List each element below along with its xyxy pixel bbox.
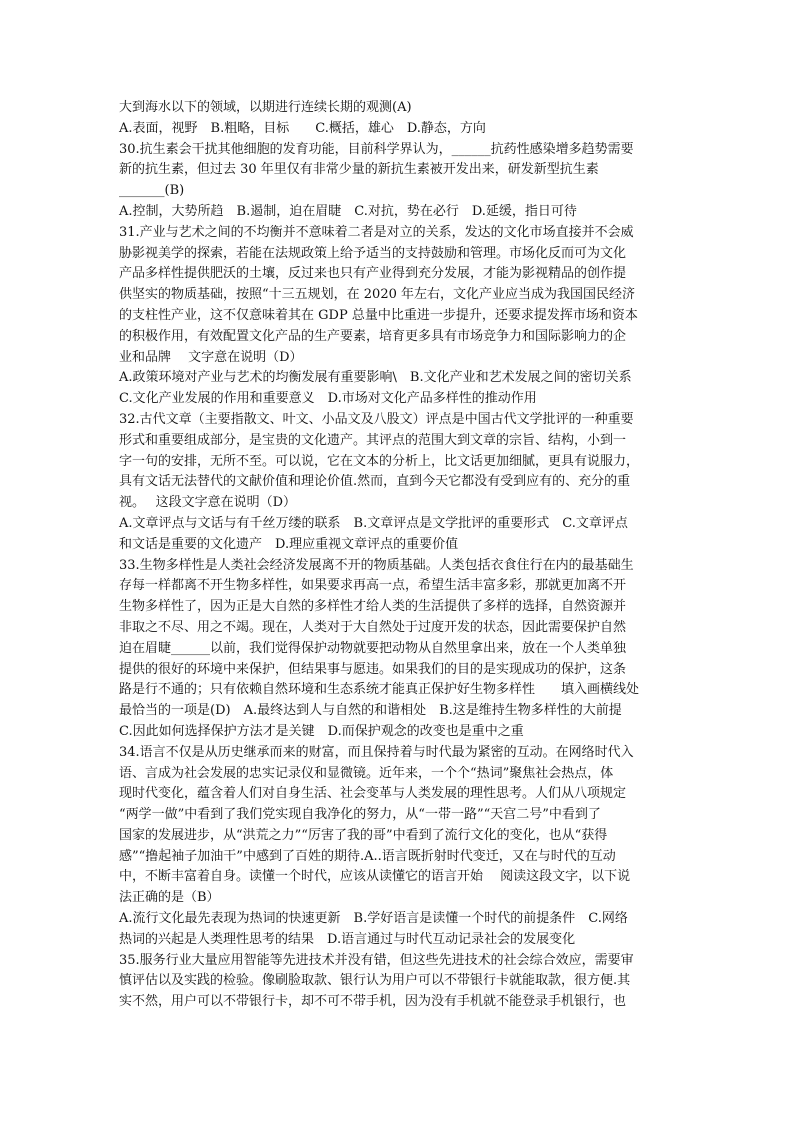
text-line: 热词的兴起是人类理性思考的结果 D.语言通过与时代互动记录社会的发展变化: [119, 931, 576, 947]
text-line: 视。 这段文字意在说明（D）: [119, 495, 297, 511]
text-line: 产品多样性提供肥沃的土壤，反过来也只有产业得到充分发展，才能为影视精品的创作提: [119, 266, 627, 282]
text-line: A.流行文化最先表现为热词的快速更新 B.学好语言是读懂一个时代的前提条件 C.网络: [119, 911, 628, 927]
text-line: 存每一样都离不开生物多样性，如果要求再高一点，希望生活丰富多彩，那就更加离不开: [119, 578, 627, 594]
text-line: 和文话是重要的文化遗产 D.理应重视文章评点的重要价值: [119, 536, 459, 552]
text-line: 32.古代文章（主要指散文、叶文、小品文及八股文）评点是中国古代文学批评的一种重要: [119, 411, 634, 427]
text-line: A.政策环境对产业与艺术的均衡发展有重要影响\ B.文化产业和艺术发展之间的密切关系: [119, 370, 632, 386]
text-line: 的积极作用，有效配置文化产品的生产要素，培育更多具有市场竞争力和国际影响力的企: [119, 328, 627, 344]
text-line: 字一句的安排，无所不至。可以说，它在文本的分析上，比文话更加细腻，更具有说服力，: [119, 453, 640, 469]
text-line: 业和品牌 文字意在说明（D）: [119, 349, 303, 365]
text-line: 感”“撸起袖子加油干”中感到了百姓的期待.A..语言既折射时代变迁，又在与时代的互动: [119, 848, 616, 864]
text-line: _______(B): [119, 183, 185, 199]
text-line: 33.生物多样性是人类社会经济发展离不开的物质基础。人类包括衣食住行在内的最基础生: [119, 557, 634, 573]
text-line: 法正确的是（B）: [119, 890, 220, 906]
text-line: 30.抗生素会干扰其他细胞的发育功能，目前科学界认为，______抗药性感染增多趋势需要: [119, 141, 634, 157]
text-line: 大到海水以下的领域，以期进行连续长期的观测(A): [119, 100, 412, 115]
text-line: 的支柱性产业，这不仅意味着其在 GDP 总量中比重进一步提升，还要求提发挥市场和资本: [119, 307, 638, 323]
text-line: 35.服务行业大量应用智能等先进技术并没有错，但这些先进技术的社会综合效应，需要审: [119, 952, 634, 968]
text-line: C.因此如何选择保护方法才是关键 D.而保护观念的改变也是重中之重: [119, 723, 524, 739]
text-line: 路是行不通的；只有依赖自然环境和生态系统才能真正保护好生物多样性 填入画横线处: [119, 682, 640, 698]
text-line: 供坚实的物质基础，按照“十三五规划，在 2020 年左右，文化产业应当成为我国国民经济: [119, 287, 635, 303]
text-line: 非取之不尽、用之不竭。现在，人类对于大自然处于过度开发的状态，因此需要保护自然: [119, 619, 627, 635]
text-line: 具有文话无法替代的文献价值和理论价值.然而，直到今天它都没有受到应有的、充分的重: [119, 474, 631, 490]
text-line: 形式和重要组成部分，是宝贵的文化遗产。其评点的范围大到文章的宗旨、结构，小到一: [119, 432, 627, 448]
text-line: “两学一做”中看到了我们党实现自我净化的努力，从“一带一路”“天宫二号”中看到了: [119, 807, 601, 823]
text-line: 迫在眉睫______以前，我们觉得保护动物就要把动物从自然里拿出来，放在一个人类单独: [119, 640, 627, 656]
text-line: 生物多样性了，因为正是大自然的多样性才给人类的生活提供了多样的选择，自然资源并: [119, 599, 627, 615]
text-line: 34.语言不仅是从历史继承而来的财富，而且保持着与时代最为紧密的互动。在网络时代入: [119, 744, 634, 760]
text-line: 慎评估以及实践的检验。像刷脸取款、银行认为用户可以不带银行卡就能取款，很方便.其: [119, 973, 631, 989]
text-line: A.控制，大势所趋 B.遏制，迫在眉睫 C.对抗，势在必行 D.延缓，指日可待: [119, 203, 577, 219]
text-line: 现时代变化，蕴含着人们对自身生活、社会变革与人类发展的理性思考。人们从八项规定: [119, 786, 627, 802]
text-line: 语、言成为社会发展的忠实记录仪和显微镜。近年来，一个个“热词”聚焦社会热点，体: [119, 765, 614, 781]
text-line: C.文化产业发展的作用和重要意义 D.市场对文化产品多样性的推动作用: [119, 391, 537, 407]
text-line: 国家的发展进步，从“洪荒之力”“厉害了我的哥”中看到了流行文化的变化，也从“获得: [119, 827, 608, 843]
text-line: 31.产业与艺术之间的不均衡并不意味着二者是对立的关系，发达的文化市场直接并不会威: [119, 224, 634, 240]
text-line: 实不然，用户可以不带银行卡，却不可不带手机，因为没有手机就不能登录手机银行，也: [119, 994, 627, 1010]
text-line: A.文章评点与文话与有千丝万缕的联系 B.文章评点是文学批评的重要形式 C.文章评点: [119, 515, 628, 531]
text-line: 最恰当的一项是(D) A.最终达到人与自然的和谐相处 B.这是维持生物多样性的大前提: [119, 703, 622, 719]
text-line: 新的抗生素，但过去 30 年里仅有非常少量的新抗生素被开发出来，研发新型抗生素: [119, 162, 599, 178]
document-body: [119, 98, 679, 1013]
text-line: 胁影视美学的探索，若能在法规政策上给予适当的支持鼓励和管理。市场化反而可为文化: [119, 245, 627, 261]
text-line: 中，不断丰富着自身。读懂一个时代，应该从读懂它的语言开始 阅读这段文字，以下说: [119, 869, 631, 885]
text-line: A.表面，视野 B.粗略，目标 C.概括，雄心 D.静态，方向: [119, 120, 486, 136]
text-line: 提供的很好的环境中来保护，但结果事与愿违。如果我们的目的是实现成功的保护，这条: [119, 661, 627, 677]
